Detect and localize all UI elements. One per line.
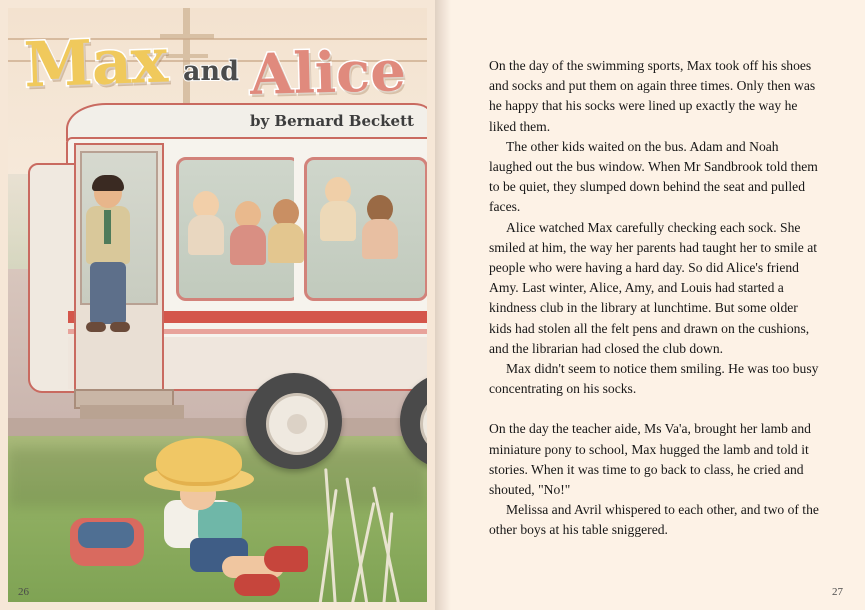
sun-hat [156,438,242,486]
child-body [362,219,398,259]
child-in-window-4 [318,177,358,265]
story-paragraph: Alice watched Max carefully checking each sock. She smiled at him, the way her parents had taught her to smile at people who were having a hard day. So did Alice's friend Amy. Last winter, Alice, Amy, and Louis had started a kindness club in the library at lunchtime. But some older kids had stolen all the felt pens and drawn on the cushions, and the librarian had closed the club down. [489,219,818,356]
page-number-left: 26 [18,586,29,598]
right-page [435,0,865,610]
driver-shoe-right [110,322,130,332]
story-paragraph: Max didn't seem to notice them smiling. He was too busy concentrating on his socks. [489,361,819,397]
driver-trousers [90,262,126,324]
child-in-window-2 [228,201,268,273]
grass-reeds [308,448,418,602]
story-paragraph: On the day of the swimming sports, Max took off his shoes and socks and put them on again three times. Only then was he happy that his socks were lined up exactly the way he liked them. [489,58,816,134]
page-number-right: 27 [832,586,843,598]
wheel-hub [420,393,427,455]
story-paragraph: The other kids waited on the bus. Adam and Noah laughed out the bus window. When Mr Sandbrook told them to be quiet, they slumped down behind the seat and pulled faces. [489,138,818,215]
title-word-max: Max [22,23,169,102]
story-paragraph: Melissa and Avril whispered to each other, and two of the other boys at his table sniggered. [489,502,819,538]
school-bag [70,518,144,566]
child-body [268,223,304,263]
boy-red-shoe [264,546,308,572]
school-bus-scene-illustration [8,8,427,602]
boy-red-shoe-second [234,574,280,596]
child-in-window-5 [360,195,400,271]
driver-tie [104,210,111,244]
bus-driver [80,178,136,338]
driver-shoe-left [86,322,106,332]
driver-hair [92,175,124,191]
story-text-column [489,56,823,541]
boy-tying-shoes [138,438,288,598]
child-in-window-3 [266,199,306,273]
story-paragraph: On the day the teacher aide, Ms Va'a, brought her lamb and miniature pony to school, Max hugged the lamb and told it stories. When it was time to go back to class, he cried and shouted, "No!" [489,421,811,498]
title-word-alice: Alice [249,37,407,109]
book-title [18,23,418,136]
school-bag-flap [78,522,134,548]
child-in-window-1 [186,191,226,269]
child-body [320,201,356,241]
bus-step-lower [80,405,184,419]
title-word-and: and [183,56,240,87]
child-body [230,225,266,265]
child-body [188,215,224,255]
author-byline: by Bernard Beckett [250,112,414,130]
